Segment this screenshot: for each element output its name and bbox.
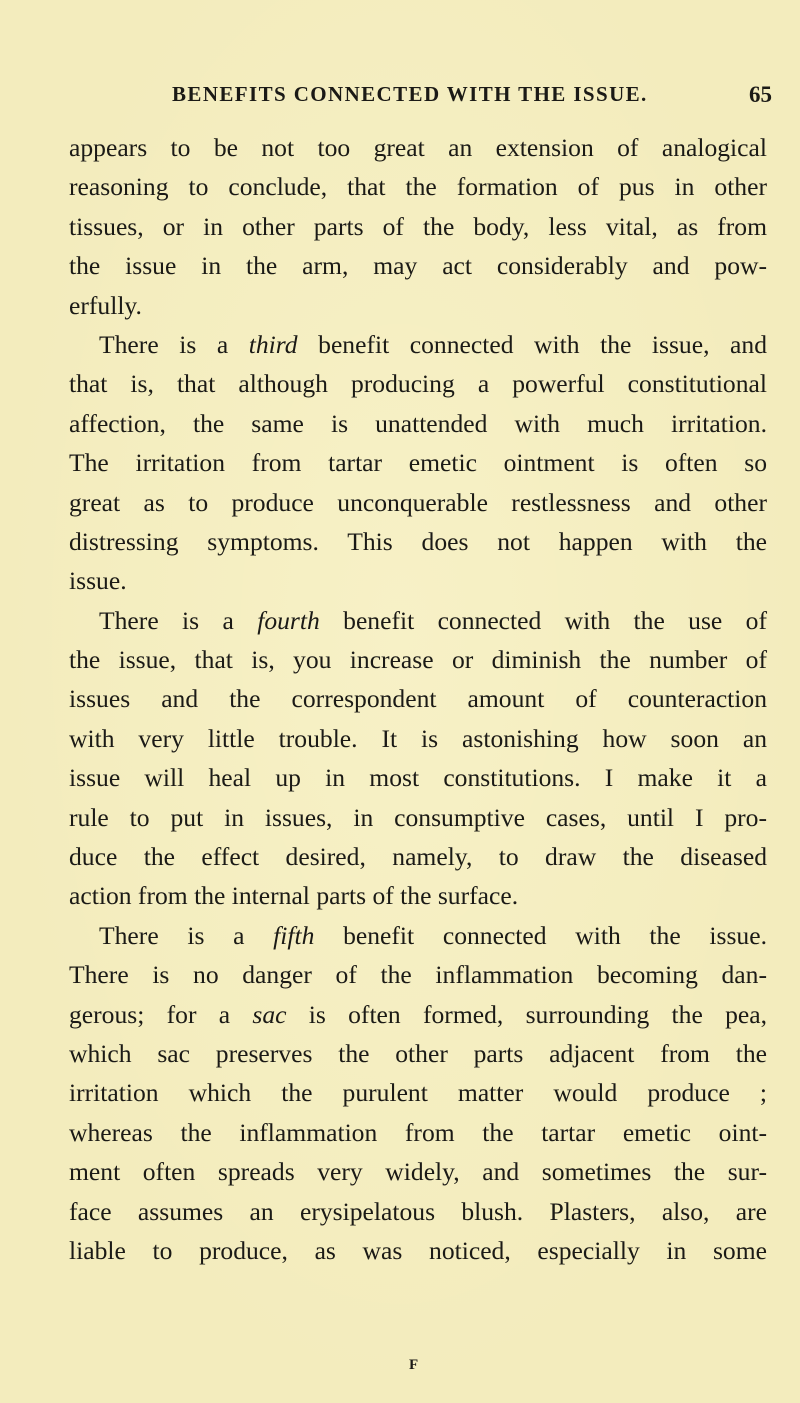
text-run: face assumes an erysipelatous blush. Plasters, also, are	[69, 1196, 767, 1226]
text-run: the issue in the arm, may act considerably and pow-	[69, 251, 767, 281]
page-header	[172, 82, 772, 112]
page-number: 65	[749, 82, 772, 107]
text-line	[69, 167, 767, 206]
text-run: benefit connected with the use of	[319, 605, 767, 635]
text-line	[69, 1034, 767, 1073]
text-line	[69, 325, 767, 364]
text-run: reasoning to conclude, that the formation of pus in other	[69, 172, 767, 202]
text-run: affection, the same is unattended with much irritation.	[69, 408, 767, 438]
text-line	[69, 719, 767, 758]
text-run: distressing symptoms. This does not happen with the	[69, 526, 767, 556]
text-run: that is, that although producing a powerful constitutional	[69, 369, 767, 399]
text-run: There is a	[99, 605, 258, 635]
text-run: issue will heal up in most constitutions. I make it a	[69, 763, 767, 793]
text-line	[69, 246, 767, 285]
text-run: appears to be not too great an extension of analogical	[69, 133, 767, 162]
body-text	[69, 128, 767, 1270]
text-line	[69, 837, 767, 876]
text-line	[69, 758, 767, 797]
italic-word: fourth	[257, 605, 320, 635]
text-line	[69, 443, 767, 482]
text-run: great as to produce unconquerable restlessness and other	[69, 487, 767, 517]
text-line	[69, 601, 767, 640]
text-run: ment often spreads very widely, and sometimes the sur-	[69, 1157, 767, 1187]
text-line	[69, 364, 767, 403]
text-run: tissues, or in other parts of the body, less vital, as from	[69, 211, 767, 241]
text-line	[69, 640, 767, 679]
text-line	[69, 1073, 767, 1112]
italic-word: sac	[252, 999, 287, 1029]
text-run: There is no danger of the inflammation becoming dan-	[69, 960, 767, 990]
text-run: duce the effect desired, namely, to draw the diseased	[69, 842, 767, 872]
text-line	[69, 404, 767, 443]
text-run: There is a	[99, 920, 274, 950]
text-run: issue.	[69, 566, 127, 596]
text-line	[69, 1113, 767, 1152]
text-run: issues and the correspondent amount of counteraction	[69, 684, 767, 714]
text-run: gerous; for a	[69, 999, 253, 1029]
text-line	[69, 995, 767, 1034]
text-line	[69, 483, 767, 522]
text-run: the issue, that is, you increase or diminish the number of	[69, 645, 767, 675]
text-run: is often formed, surrounding the pea,	[286, 999, 767, 1029]
text-line	[69, 561, 767, 600]
text-line	[69, 207, 767, 246]
text-line	[69, 1192, 767, 1231]
text-run: erfully.	[69, 290, 142, 320]
text-run: which sac preserves the other parts adjacent from the	[69, 1038, 767, 1068]
running-title: BENEFITS CONNECTED WITH THE ISSUE.	[172, 82, 648, 106]
text-line	[69, 522, 767, 561]
text-line	[69, 798, 767, 837]
text-run: benefit connected with the issue.	[314, 920, 767, 950]
signature-mark: F	[409, 1357, 419, 1373]
text-run: with very little trouble. It is astonishing how soon an	[69, 723, 767, 753]
text-line	[69, 679, 767, 718]
text-line	[69, 128, 767, 167]
text-run: irritation which the purulent matter would produce ;	[69, 1078, 767, 1108]
text-line	[69, 876, 767, 915]
text-run: whereas the inflammation from the tartar emetic oint-	[69, 1117, 767, 1147]
text-line	[69, 286, 767, 325]
text-run: action from the internal parts of the surface.	[69, 881, 519, 911]
italic-word: fifth	[273, 920, 315, 950]
text-run: The irritation from tartar emetic ointment is often so	[69, 448, 767, 478]
text-line	[69, 916, 767, 955]
text-run: liable to produce, as was noticed, especially in some	[69, 1235, 767, 1265]
text-run: benefit connected with the issue, and	[297, 329, 767, 359]
text-line	[69, 1152, 767, 1191]
text-run: There is a	[99, 329, 249, 359]
italic-word: third	[248, 329, 298, 359]
text-line	[69, 955, 767, 994]
text-line	[69, 1231, 767, 1270]
text-run: rule to put in issues, in consumptive cases, until I pro-	[69, 802, 767, 832]
